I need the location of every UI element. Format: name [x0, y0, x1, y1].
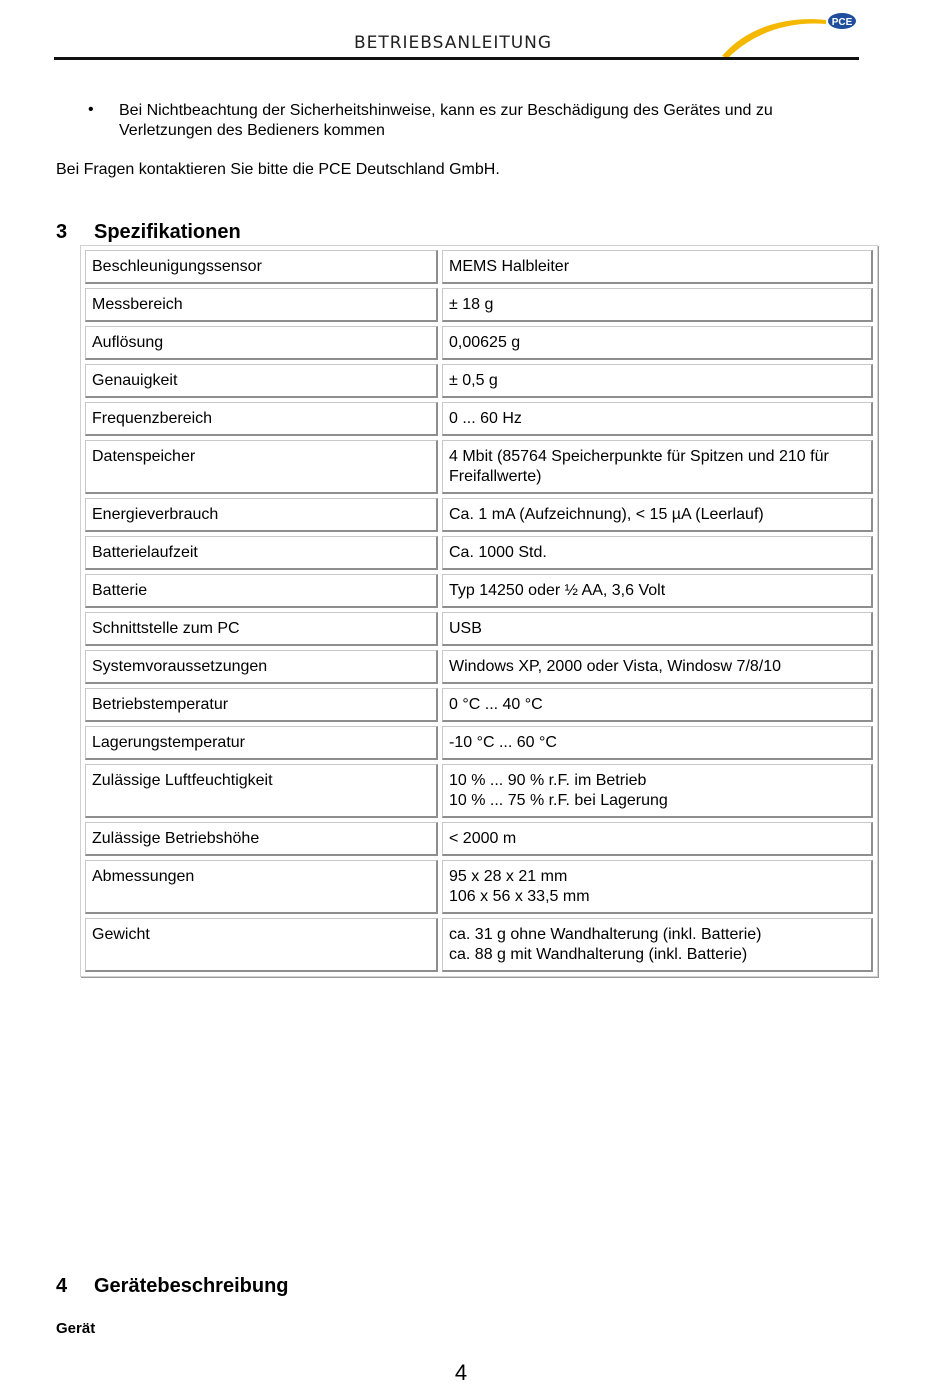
spec-value-line: Ca. 1 mA (Aufzeichnung), < 15 µA (Leerlauf) — [449, 506, 764, 523]
spec-value-line: 0 °C ... 40 °C — [449, 696, 543, 713]
spec-row — [85, 688, 873, 722]
spec-value-line: Typ 14250 oder ½ AA, 3,6 Volt — [449, 582, 666, 599]
spec-row — [85, 650, 873, 684]
spec-value-line: ± 0,5 g — [449, 372, 498, 389]
spec-value-line: 0,00625 g — [449, 334, 521, 351]
spec-value — [442, 250, 873, 284]
spec-label: Schnittstelle zum PC — [85, 612, 438, 646]
section-number: 3 — [56, 221, 68, 243]
spec-value-line: 4 Mbit (85764 Speicherpunkte für Spitzen und 210 für — [449, 448, 829, 465]
spec-value-line: 95 x 28 x 21 mm — [449, 868, 568, 885]
spec-value — [442, 650, 873, 684]
spec-row — [85, 498, 873, 532]
spec-label: Energieverbrauch — [85, 498, 438, 532]
spec-label: Auflösung — [85, 326, 438, 360]
spec-value-line: 10 % ... 75 % r.F. bei Lagerung — [449, 792, 668, 809]
spec-label: Zulässige Luftfeuchtigkeit — [85, 764, 438, 818]
page-number: 4 — [454, 1360, 468, 1385]
logo-text: PCE — [831, 17, 853, 28]
spec-value — [442, 726, 873, 760]
document-header-title: BETRIEBSANLEITUNG — [353, 33, 553, 53]
spec-value — [442, 918, 873, 972]
spec-value — [442, 440, 873, 494]
spec-label: Batterie — [85, 574, 438, 608]
spec-value — [442, 860, 873, 914]
spec-value — [442, 536, 873, 570]
spec-label: Abmessungen — [85, 860, 438, 914]
section-title: Spezifikationen — [94, 221, 241, 243]
spec-value — [442, 612, 873, 646]
spec-label: Genauigkeit — [85, 364, 438, 398]
spec-label: Datenspeicher — [85, 440, 438, 494]
bullet-icon: • — [88, 101, 94, 118]
header-rule — [54, 57, 859, 60]
spec-label: Beschleunigungssensor — [85, 250, 438, 284]
spec-value — [442, 288, 873, 322]
safety-bullet-text: Bei Nichtbeachtung der Sicherheitshinweise, kann es zur Beschädigung des Gerätes und zu Verletzungen des Bedieners kommen — [119, 102, 773, 139]
spec-value — [442, 764, 873, 818]
spec-value — [442, 574, 873, 608]
spec-row — [85, 612, 873, 646]
spec-value-line: MEMS Halbleiter — [449, 258, 570, 275]
spec-row — [85, 402, 873, 436]
spec-row — [85, 918, 873, 972]
spec-row — [85, 326, 873, 360]
spec-row — [85, 440, 873, 494]
spec-value — [442, 822, 873, 856]
contact-text: Bei Fragen kontaktieren Sie bitte die PCE Deutschland GmbH. — [56, 161, 500, 178]
section-heading-device-description — [56, 1275, 289, 1298]
spec-value-line: Ca. 1000 Std. — [449, 544, 547, 561]
section-number: 4 — [56, 1275, 68, 1297]
spec-value-line: 10 % ... 90 % r.F. im Betrieb — [449, 772, 647, 789]
spec-label: Batterielaufzeit — [85, 536, 438, 570]
spec-row — [85, 288, 873, 322]
spec-label: Lagerungstemperatur — [85, 726, 438, 760]
spec-value — [442, 402, 873, 436]
spec-row — [85, 536, 873, 570]
spec-row — [85, 860, 873, 914]
spec-label: Zulässige Betriebshöhe — [85, 822, 438, 856]
subheading-device: Gerät — [56, 1320, 96, 1337]
spec-value — [442, 498, 873, 532]
spec-value — [442, 364, 873, 398]
spec-label: Messbereich — [85, 288, 438, 322]
spec-value — [442, 326, 873, 360]
section-title: Gerätebeschreibung — [94, 1275, 289, 1297]
spec-value-line: Windows XP, 2000 oder Vista, Windosw 7/8/10 — [449, 658, 782, 675]
spec-label: Systemvoraussetzungen — [85, 650, 438, 684]
spec-value-line: ± 18 g — [449, 296, 494, 313]
logo-swoosh — [722, 19, 826, 58]
spec-value-line: ca. 88 g mit Wandhalterung (inkl. Batterie) — [449, 946, 748, 963]
spec-row — [85, 364, 873, 398]
spec-value-line: 106 x 56 x 33,5 mm — [449, 888, 590, 905]
spec-value-line: -10 °C ... 60 °C — [449, 734, 557, 751]
spec-row — [85, 726, 873, 760]
spec-row — [85, 574, 873, 608]
spec-label: Gewicht — [85, 918, 438, 972]
spec-value — [442, 688, 873, 722]
spec-row — [85, 764, 873, 818]
spec-value-line: Freifallwerte) — [449, 468, 542, 485]
spec-row — [85, 250, 873, 284]
spec-value-line: USB — [449, 620, 482, 637]
spec-value-line: ca. 31 g ohne Wandhalterung (inkl. Batterie) — [449, 926, 762, 943]
spec-row — [85, 822, 873, 856]
section-heading-specifications — [56, 221, 241, 244]
spec-label: Betriebstemperatur — [85, 688, 438, 722]
spec-value-line: < 2000 m — [449, 830, 517, 847]
pce-logo — [718, 8, 860, 60]
spec-value-line: 0 ... 60 Hz — [449, 410, 522, 427]
spec-label: Frequenzbereich — [85, 402, 438, 436]
specifications-table — [80, 245, 878, 977]
